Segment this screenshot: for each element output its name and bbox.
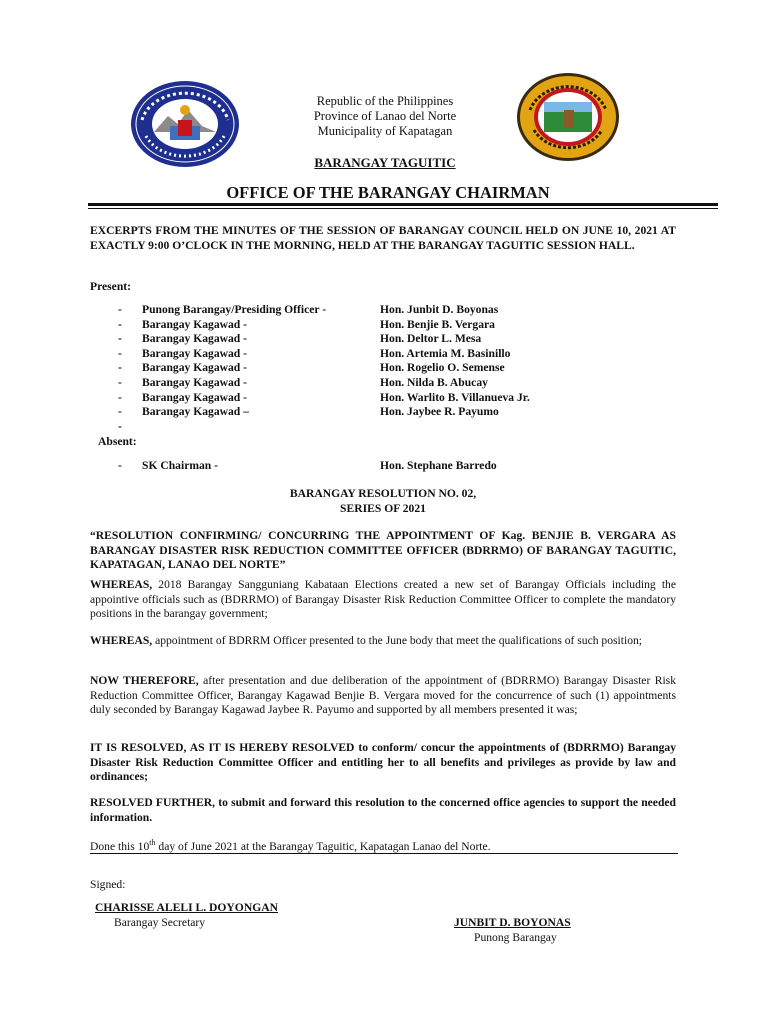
attendance-name: Hon. Warlito B. Villanueva Jr. [380,390,530,404]
punong-barangay-title: Punong Barangay [474,931,557,944]
attendance-role: Barangay Kagawad - [142,346,247,360]
republic-line: Republic of the Philippines [316,94,454,108]
attendance-name: Hon. Deltor L. Mesa [380,332,482,346]
punong-barangay-name: JUNBIT D. BOYONAS [454,916,571,929]
attendance-dash: - [118,346,122,360]
attendance-name: Hon. Junbit D. Boyonas [380,303,499,316]
attendance-dash: - [118,303,122,316]
resolution-title: “RESOLUTION CONFIRMING/ CONCURRING THE APPOINTMENT OF Kag. BENJIE B. VERGARA AS BARANGAY DISASTER RISK REDUCTION COMMITTEE OFFICER (BDRRMO) OF BARANGAY TAGUITIC, KAPATAGAN, LANAO DEL NORTE” [90,529,676,571]
now-therefore-paragraph [90,674,676,718]
attendance-dash: - [118,361,122,375]
whereas-text-1: 2018 Barangay Sangguniang Kabataan Elections created a new set of Barangay Officials including the appointive officials such as (BDRRMO) of Barangay Disaster Risk Reduction Committee Officer to complete the mandatory positions in the barangay government; [90,578,676,620]
signed-label: Signed: [90,878,126,891]
attendance-role: Barangay Kagawad – [142,405,249,419]
attendance-name: Hon. Stephane Barredo [380,459,497,472]
barangay-taguitic-seal [130,80,240,168]
resolved-further-paragraph: RESOLVED FURTHER, to submit and forward this resolution to the concerned office agencies to support the needed information. [90,796,676,824]
resolution-number [90,487,676,516]
attendance-dash: - [118,419,122,433]
attendance-name: Hon. Artemia M. Basinillo [380,346,511,360]
attendance-name: Hon. Jaybee R. Payumo [380,405,499,419]
whereas-paragraph-2 [90,634,676,649]
whereas-lead-1: WHEREAS, [90,578,153,591]
attendance-dash: - [118,332,122,346]
attendance-name: Hon. Benjie B. Vergara [380,317,495,331]
attendance-dash: - [118,405,122,419]
attendance-role: Barangay Kagawad - [142,361,247,375]
secretary-name: CHARISSE ALELI L. DOYONGAN [95,901,278,914]
municipality-line: Municipality of Kapatagan [317,124,453,138]
whereas-text-2: appointment of BDRRM Officer presented to the June body that meet the qualifications of such position; [152,634,643,647]
attendance-role: Barangay Kagawad - [142,332,247,346]
whereas-paragraph-1 [90,578,676,622]
done-text-pre: Done this 10 [90,839,150,853]
attendance-name: Hon. Nilda B. Abucay [380,376,488,389]
secretary-title: Barangay Secretary [114,916,206,929]
resolution-series-line: SERIES OF 2021 [340,501,426,515]
done-text-sup: th [149,838,156,847]
done-line [90,836,676,854]
excerpt-paragraph: EXCERPTS FROM THE MINUTES OF THE SESSION OF BARANGAY COUNCIL HELD ON JUNE 10, 2021 AT EXACTLY 9:00 O’CLOCK IN THE MORNING, HELD AT THE BARANGAY TAGUITIC SESSION HALL. [90,224,676,252]
barangay-name: BARANGAY TAGUITIC [314,155,456,170]
attendance-role: Barangay Kagawad - [142,317,247,331]
attendance-role: Barangay Kagawad - [142,376,247,389]
resolved-paragraph: IT IS RESOLVED, AS IT IS HEREBY RESOLVED to conform/ concur the appointments of (BDRRMO) Barangay Disaster Risk Reduction Committee Officer and entitling her to all benefits and privileges as provide by law and ordinances; [90,741,676,783]
resolution-number-line: BARANGAY RESOLUTION NO. 02, [289,487,477,500]
attendance-role: Punong Barangay/Presiding Officer - [142,303,327,316]
letterhead-lines [240,94,530,139]
office-title: OFFICE OF THE BARANGAY CHAIRMAN [226,183,550,202]
attendance-dash: - [118,390,122,404]
attendance-name: Hon. Rogelio O. Semense [380,361,505,375]
now-therefore-text: after presentation and due deliberation of the appointment of (BDRRMO) Barangay Disaster Risk Reduction Committee Officer, Barangay Kagawad Benjie B. Vergara moved for the concurrence of such (1) appointments duly seconded by Barangay Kagawad Jaybee R. Payumo and supported by all members presented it was; [90,674,676,716]
done-text-post: day of June 2021 at the Barangay Taguitic, Kapatagan Lanao del Norte. [155,839,491,853]
whereas-lead-2: WHEREAS, [90,634,153,647]
kapatagan-municipal-seal [516,72,620,162]
now-therefore-lead: NOW THEREFORE, [90,674,199,687]
province-line: Province of Lanao del Norte [313,109,457,123]
attendance-role: Barangay Kagawad - [142,390,247,404]
attendance-dash: - [118,376,122,389]
header-rule-thick [88,203,718,206]
done-rule [90,853,678,854]
present-label: Present: [90,280,131,293]
attendance-dash: - [118,459,122,472]
attendance-role: SK Chairman - [142,459,219,472]
header-rule-thin [88,208,718,209]
attendance-dash: - [118,317,122,331]
absent-label: Absent: [98,435,137,448]
